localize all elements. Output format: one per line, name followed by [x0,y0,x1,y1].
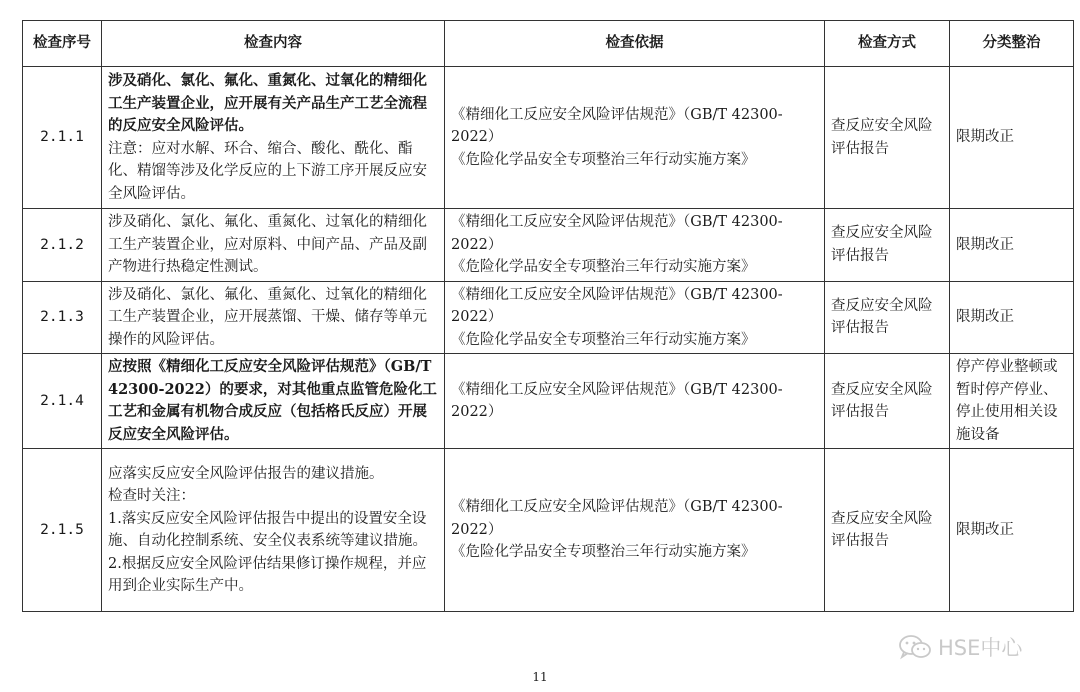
content-line: 1.落实反应安全风险评估报告中提出的设置安全设施、自动化控制系统、安全仪表系统等建议措施。 [108,510,427,549]
row-rectify: 限期改正 [950,281,1074,354]
basis-plan: 《危险化学品安全专项整治三年行动实施方案》 [451,259,756,275]
table-row [23,281,1074,354]
row-content: 涉及硝化、氯化、氟化、重氮化、过氧化的精细化工生产装置企业，应对原料、中间产品、产品及副产物进行热稳定性测试。 [102,209,445,282]
row-method: 查反应安全风险评估报告 [825,449,950,612]
header-row [23,21,1074,67]
watermark-text: HSE中心 [938,636,1023,660]
basis-plan: 《危险化学品安全专项整治三年行动实施方案》 [451,331,756,348]
basis-standard: 《精细化工反应安全风险评估规范》（GB/T 42300-2022） [451,214,783,253]
row-rectify: 限期改正 [950,209,1074,282]
row-method: 查反应安全风险评估报告 [825,209,950,282]
content-requirement: 涉及硝化、氯化、氟化、重氮化、过氧化的精细化工生产装置企业，应开展有关产品生产工艺全流程的反应安全风险评估。 [108,72,427,134]
row-basis [445,354,825,449]
header-basis: 检查依据 [445,21,825,67]
basis-standard: 《精细化工反应安全风险评估规范》（GB/T 42300-2022） [451,286,783,325]
row-number: 2.1.1 [23,67,102,209]
basis-standard: 《精细化工反应安全风险评估规范》（GB/T 42300-2022） [451,106,783,146]
content-note: 注意：应对水解、环合、缩合、酸化、酰化、酯化、精馏等涉及化学反应的上下游工序开展反应安全风险评估。 [108,140,427,202]
row-content: 应按照《精细化工反应安全风险评估规范》（GB/T 42300-2022）的要求，对其他重点监管危险化工工艺和金属有机物合成反应（包括格氏反应）开展反应安全风险评估。 [102,354,445,449]
row-basis [445,281,825,354]
row-content: 涉及硝化、氯化、氟化、重氮化、过氧化的精细化工生产装置企业，应开展蒸馏、干燥、储存等单元操作的风险评估。 [102,281,445,354]
basis-plan: 《危险化学品安全专项整治三年行动实施方案》 [451,544,756,561]
watermark [898,632,1022,662]
header-num: 检查序号 [23,21,102,67]
table-row [23,354,1074,449]
basis-standard: 《精细化工反应安全风险评估规范》（GB/T 42300-2022） [451,499,783,538]
content-line: 检查时关注： [108,488,195,504]
row-content [102,67,445,209]
row-basis [445,67,825,209]
row-method: 查反应安全风险评估报告 [825,67,950,209]
row-method: 查反应安全风险评估报告 [825,281,950,354]
row-method: 查反应安全风险评估报告 [825,354,950,449]
row-rectify: 限期改正 [950,67,1074,209]
row-number: 2.1.3 [23,281,102,354]
row-content [102,449,445,612]
inspection-table [22,20,1074,612]
table-row [23,67,1074,209]
header-rectify: 分类整治 [950,21,1074,67]
row-number: 2.1.4 [23,354,102,449]
row-basis [445,449,825,612]
basis-standard: 《精细化工反应安全风险评估规范》（GB/T 42300-2022） [451,381,783,420]
row-rectify: 停产停业整顿或暂时停产停业、停止使用相关设施设备 [950,354,1074,449]
row-number: 2.1.2 [23,209,102,282]
page-number: 11 [532,670,548,684]
header-content: 检查内容 [102,21,445,67]
header-method: 检查方式 [825,21,950,67]
table-row [23,209,1074,282]
row-rectify: 限期改正 [950,449,1074,612]
wechat-icon [898,634,932,660]
content-line: 应落实反应安全风险评估报告的建议措施。 [108,465,384,482]
row-number: 2.1.5 [23,449,102,612]
row-basis [445,209,825,282]
table-row [23,449,1074,612]
basis-plan: 《危险化学品安全专项整治三年行动实施方案》 [451,151,756,168]
content-line: 2.根据反应安全风险评估结果修订操作规程，并应用到企业实际生产中。 [108,555,427,594]
